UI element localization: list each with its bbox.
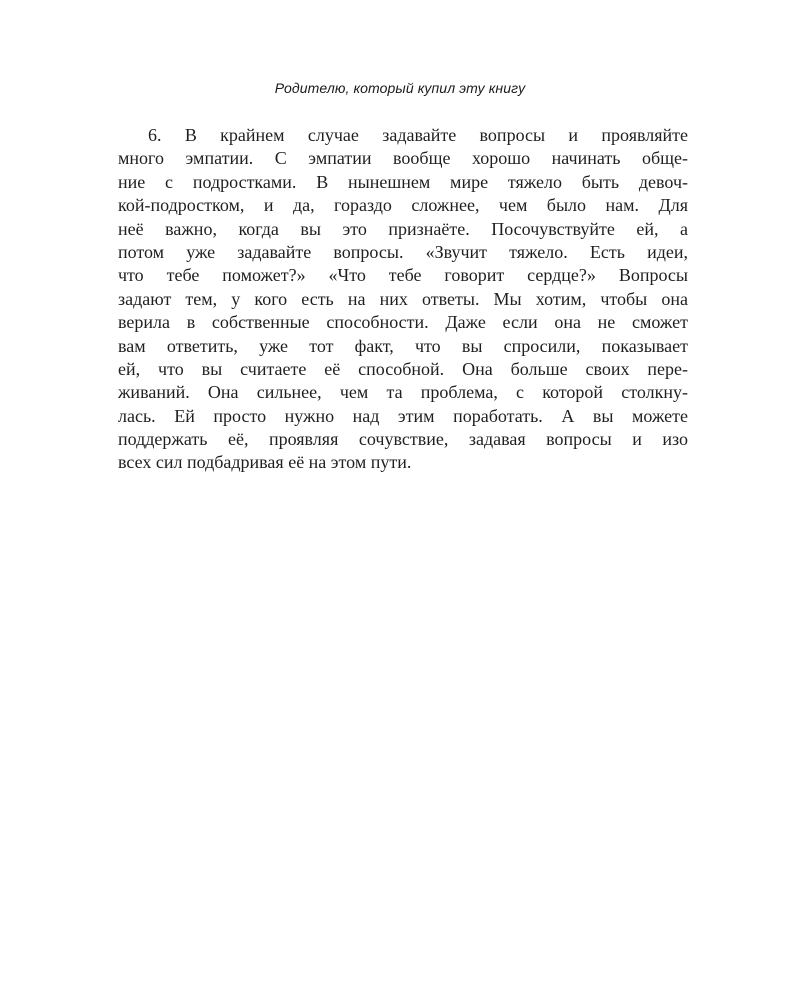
- paragraph-line: поддержать её, проявляя сочувствие, задавая вопросы и изо: [118, 429, 688, 450]
- paragraph-line: что тебе поможет?» «Что тебе говорит сердце?» Вопросы: [118, 265, 688, 286]
- paragraph-line: потом уже задавайте вопросы. «Звучит тяжело. Есть идеи,: [118, 241, 688, 262]
- paragraph-line: ние с подростками. В нынешнем мире тяжело быть девоч-: [118, 171, 688, 192]
- paragraph-line: много эмпатии. С эмпатии вообще хорошо начинать обще-: [118, 148, 688, 169]
- paragraph-line: вам ответить, уже тот факт, что вы спросили, показывает: [118, 335, 688, 356]
- paragraph-line: кой-подростком, и да, гораздо сложнее, чем было нам. Для: [118, 195, 688, 216]
- paragraph-line: всех сил подбадривая её на этом пути.: [118, 452, 412, 473]
- paragraph-line: 6. В крайнем случае задавайте вопросы и проявляйте: [148, 125, 688, 145]
- running-header: Родителю, который купил эту книгу: [274, 80, 526, 96]
- paragraph-line: лась. Ей просто нужно над этим поработать. А вы можете: [118, 405, 688, 426]
- paragraph-line: живаний. Она сильнее, чем та проблема, с которой столкну-: [118, 382, 688, 403]
- paragraph-line: задают тем, у кого есть на них ответы. Мы хотим, чтобы она: [118, 288, 688, 309]
- body-paragraph: [118, 124, 688, 475]
- paragraph-line: неё важно, когда вы это признаёте. Посочувствуйте ей, а: [118, 218, 688, 239]
- paragraph-line: верила в собственные способности. Даже если она не сможет: [118, 312, 688, 333]
- paragraph-line: ей, что вы считаете её способной. Она больше своих пере-: [118, 358, 688, 379]
